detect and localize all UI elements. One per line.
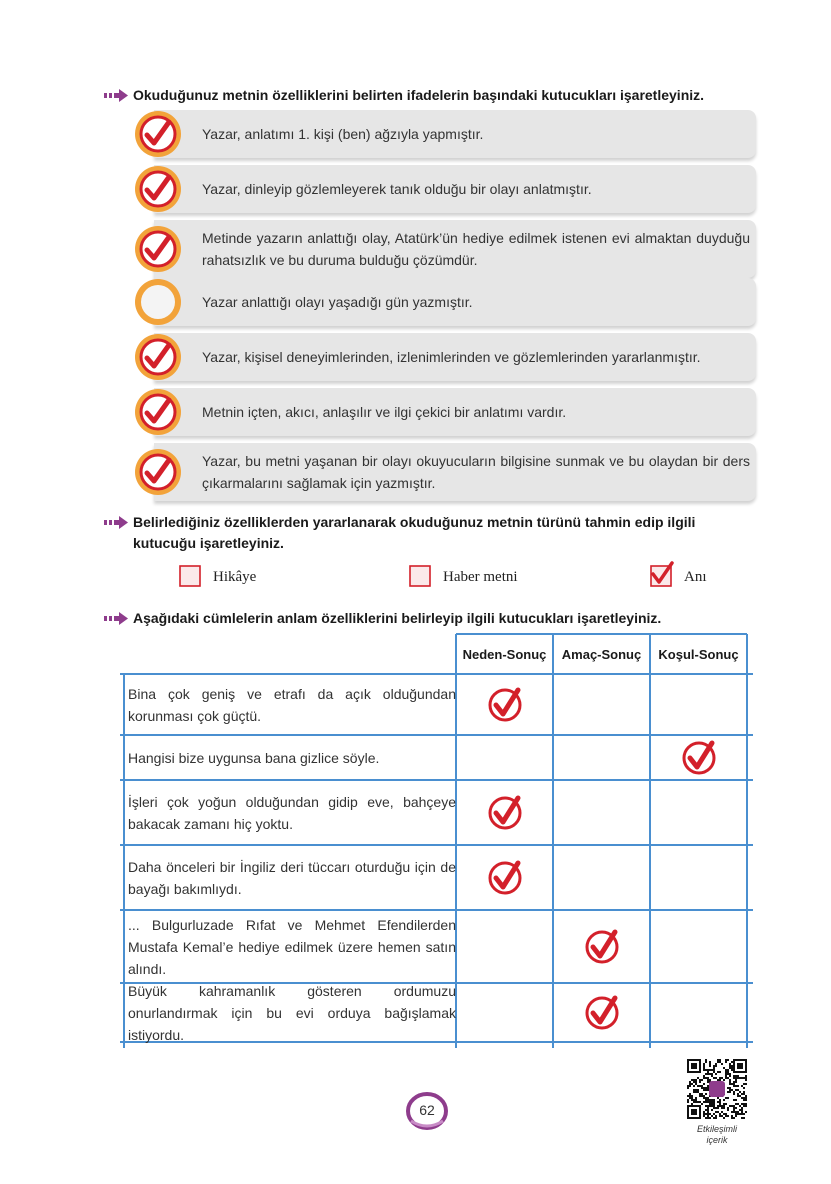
property-item xyxy=(134,165,756,213)
answer-check-icon[interactable] xyxy=(583,994,621,1032)
property-item-text: Yazar, bu metni yaşanan bir olayı okuyucuların bilgisine sunmak ve bu olaydan bir ders çıkarmalarını sağlamak için yazmıştır. xyxy=(202,453,750,491)
header-kosul-sonuc: Koşul-Sonuç xyxy=(658,646,739,662)
instruction-2-text: Belirlediğiniz özelliklerden yararlanarak okuduğunuz metnin türünü tahmin edip ilgili kutucuğu işaretleyiniz. xyxy=(133,514,696,551)
checked-circle-icon[interactable] xyxy=(134,165,182,213)
answer-check-icon[interactable] xyxy=(486,794,524,832)
checked-box-icon[interactable] xyxy=(648,561,676,589)
property-item xyxy=(134,220,756,278)
property-item-text: Yazar, anlatımı 1. kişi (ben) ağzıyla yapmıştır. xyxy=(202,126,484,142)
header-neden-sonuc: Neden-Sonuç xyxy=(462,646,547,662)
instruction-1 xyxy=(103,85,758,106)
property-item-text: Metnin içten, akıcı, anlaşılır ve ilgi çekici bir anlatımı vardır. xyxy=(202,404,567,420)
option-label: Anı xyxy=(684,569,707,585)
arrow-icon xyxy=(103,512,129,533)
checked-circle-icon[interactable] xyxy=(134,225,182,273)
qr-label xyxy=(676,1124,758,1146)
property-item-text: Yazar, kişisel deneyimlerinden, izlenimlerinden ve gözlemlerinden yararlanmıştır. xyxy=(202,349,701,365)
property-item-text: Yazar anlattığı olayı yaşadığı gün yazmıştır. xyxy=(202,294,473,310)
sentence-cell: Bina çok geniş ve etrafı da açık olduğundan korunması çok güçtü. xyxy=(128,685,456,724)
answer-check-icon[interactable] xyxy=(680,739,718,777)
checked-circle-icon[interactable] xyxy=(134,110,182,158)
qr-label-line1: Etkileşimli xyxy=(696,1124,737,1134)
checkbox-icon[interactable] xyxy=(177,561,205,589)
unchecked-circle-icon[interactable] xyxy=(134,278,182,326)
page-number-text: 62 xyxy=(419,1102,435,1118)
instruction-3 xyxy=(103,608,758,629)
option-label: Hikâye xyxy=(213,569,257,585)
answer-check-icon[interactable] xyxy=(583,928,621,966)
answer-check-icon[interactable] xyxy=(486,686,524,724)
arrow-icon xyxy=(103,85,129,106)
property-item xyxy=(134,333,756,381)
checkbox-icon[interactable] xyxy=(407,561,435,589)
page-number xyxy=(405,1091,449,1131)
instruction-3-text: Aşağıdaki cümlelerin anlam özelliklerini belirleyip ilgili kutucukları işaretleyiniz. xyxy=(133,610,662,626)
answer-check-icon[interactable] xyxy=(486,859,524,897)
property-item xyxy=(134,388,756,436)
checked-circle-icon[interactable] xyxy=(134,388,182,436)
sentence-cell: Daha önceleri bir İngiliz deri tüccarı oturduğu için de bayağı bakımlıydı. xyxy=(128,858,456,897)
header-amac-sonuc: Amaç-Sonuç xyxy=(561,646,642,662)
checked-circle-icon[interactable] xyxy=(134,333,182,381)
instruction-2 xyxy=(103,512,758,554)
arrow-icon xyxy=(103,608,129,629)
sentence-cell: Hangisi bize uygunsa bana gizlice söyle. xyxy=(128,749,380,766)
meaning-table xyxy=(120,634,753,1048)
sentence-cell: İşleri çok yoğun olduğundan gidip eve, bahçeye bakacak zamanı hiç yoktu. xyxy=(128,793,456,832)
sentence-cell: ... Bulgurluzade Rıfat ve Mehmet Efendilerden Mustafa Kemal’e hediye edilmek üzere hemen satın alındı. xyxy=(128,916,456,977)
instruction-1-text: Okuduğunuz metnin özelliklerini belirten ifadelerin başındaki kutucukları işaretleyiniz. xyxy=(133,87,705,103)
property-item-text: Metinde yazarın anlattığı olay, Atatürk’ün hediye edilmek istenen evi almaktan duyduğu rahatsızlık ve bu duruma bulduğu çözümdür. xyxy=(202,230,750,268)
checked-circle-icon[interactable] xyxy=(134,448,182,496)
qr-code-icon[interactable] xyxy=(686,1058,748,1120)
property-item xyxy=(134,443,756,501)
qr-label-line2: içerik xyxy=(706,1135,728,1145)
option-label: Haber metni xyxy=(443,569,518,585)
property-item xyxy=(134,110,756,158)
property-item-text: Yazar, dinleyip gözlemleyerek tanık olduğu bir olayı anlatmıştır. xyxy=(202,181,592,197)
property-item xyxy=(134,278,756,326)
sentence-cell: Büyük kahramanlık gösteren ordumuzu onurlandırmak için bu evi orduya bağışlamak istiyordu. xyxy=(128,982,456,1043)
